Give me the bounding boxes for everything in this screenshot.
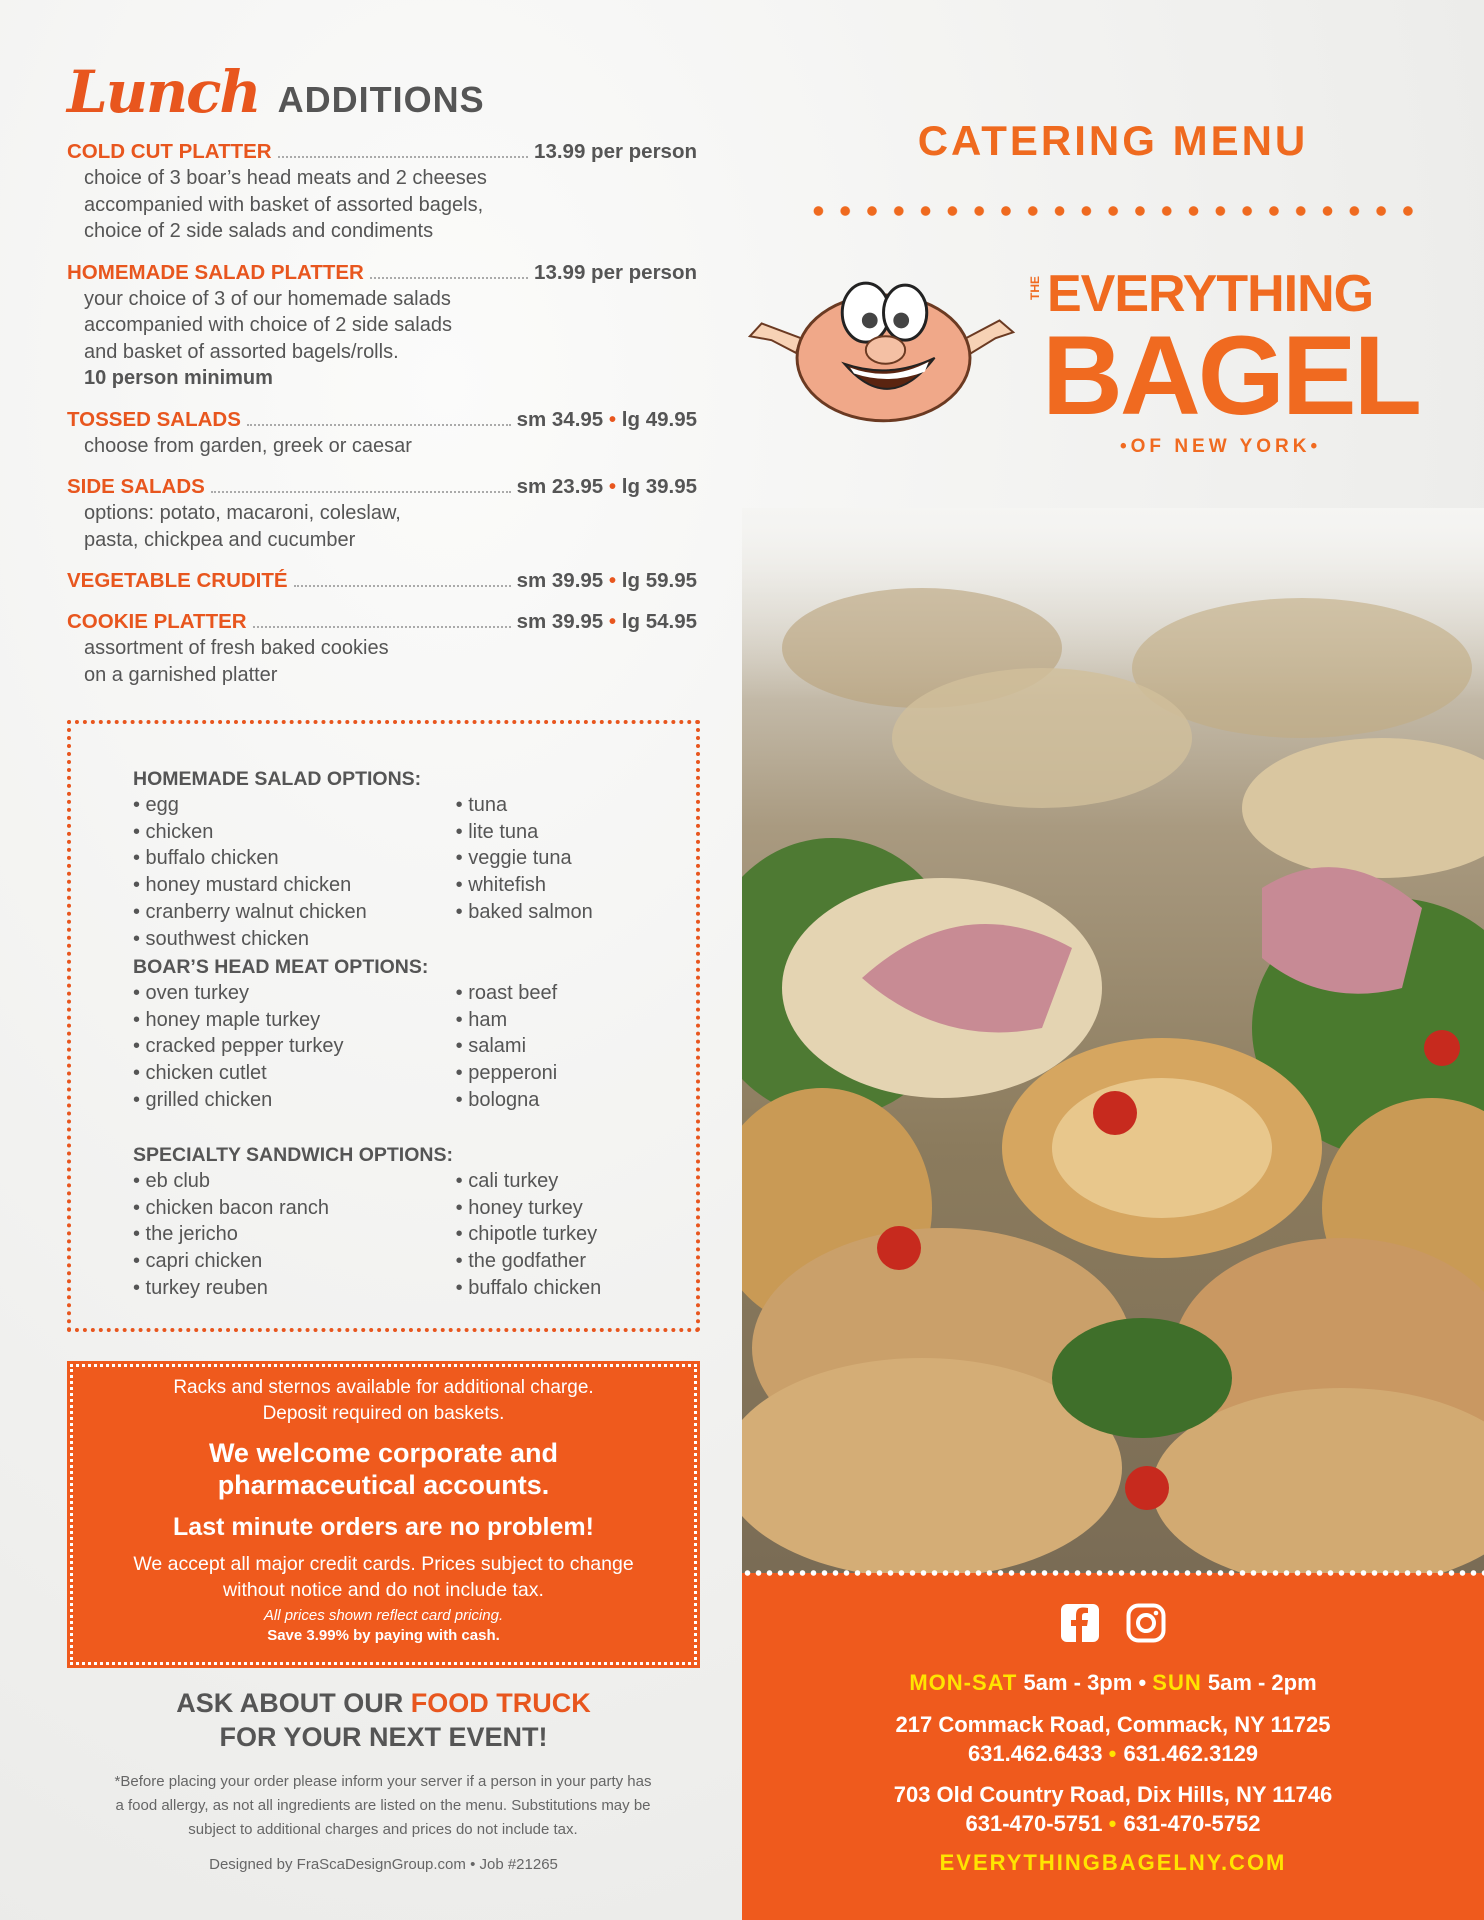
notice-racks: Racks and sternos available for additional charge. <box>173 1377 594 1398</box>
item-description-line: and basket of assorted bagels/rolls. <box>84 340 399 363</box>
option-item: • bologna <box>455 1088 540 1111</box>
option-item: • the jericho <box>133 1223 238 1246</box>
price-small: sm 23.95 <box>516 475 604 498</box>
phone-link[interactable]: 631.462.3129 <box>1123 1741 1259 1766</box>
option-item: • grilled chicken <box>133 1088 273 1111</box>
bagel-mascot-icon <box>742 268 1027 428</box>
truck-highlight: FOOD TRUCK <box>410 1688 591 1718</box>
price-small: sm 39.95 <box>516 610 604 633</box>
option-item: • cracked pepper turkey <box>133 1035 344 1058</box>
item-description-line: on a garnished platter <box>84 663 278 686</box>
logo-everything: EVERYTHING <box>1047 265 1374 323</box>
item-name: SIDE SALADS <box>67 475 205 498</box>
item-description-line: accompanied with basket of assorted bagels, <box>84 193 484 216</box>
address: 703 Old Country Road, Dix Hills, NY 11746 <box>893 1782 1333 1807</box>
designer-credit: Designed by FraScaDesignGroup.com • Job #21265 <box>209 1856 558 1873</box>
menu-item <box>67 406 697 460</box>
item-price <box>517 406 697 433</box>
title-additions: ADDITIONS <box>277 79 485 120</box>
price-large: lg 39.95 <box>621 475 697 498</box>
logo-of-new-york: •OF NEW YORK• <box>1120 436 1322 457</box>
separator: • <box>608 407 617 431</box>
dot-leader <box>278 156 528 158</box>
notice-deposit: Deposit required on baskets. <box>262 1403 505 1424</box>
notice-cards-2: without notice and do not include tax. <box>223 1579 544 1601</box>
option-item: • buffalo chicken <box>133 847 279 870</box>
menu-item <box>67 473 697 553</box>
truck-pre: ASK ABOUT OUR <box>176 1688 411 1718</box>
notice-cash: Save 3.99% by paying with cash. <box>267 1627 500 1644</box>
option-item: • veggie tuna <box>455 847 572 870</box>
item-note: 10 person minimum <box>84 367 273 389</box>
notice-box <box>67 1361 700 1668</box>
item-name: VEGETABLE CRUDITÉ <box>67 569 288 592</box>
price-large: lg 49.95 <box>621 407 697 431</box>
menu-item <box>67 608 697 688</box>
social-links <box>742 1603 1484 1643</box>
logo-bagel: BAGEL <box>1042 313 1419 438</box>
dotted-divider <box>805 205 1425 217</box>
allergy-footnote <box>60 1770 706 1842</box>
separator: • <box>608 475 617 498</box>
dot-leader <box>253 626 511 628</box>
instagram-icon[interactable] <box>1126 1603 1166 1643</box>
option-item: • buffalo chicken <box>455 1276 602 1299</box>
menu-items <box>67 138 697 702</box>
option-item: • pepperoni <box>455 1062 558 1085</box>
notice-last-minute: Last minute orders are no problem! <box>173 1513 594 1541</box>
facebook-icon[interactable] <box>1060 1603 1100 1643</box>
item-description-line: assortment of fresh baked cookies <box>84 637 389 659</box>
item-price <box>517 608 697 635</box>
page-title <box>67 58 485 126</box>
notice-welcome-1: We welcome corporate and <box>208 1438 559 1468</box>
item-name: COLD CUT PLATTER <box>67 140 272 163</box>
item-price: 13.99 per person <box>534 260 697 284</box>
option-item: • ham <box>455 1008 508 1031</box>
mon-sat-hours: 5am - 3pm <box>1023 1670 1133 1695</box>
option-item: • tuna <box>455 794 508 816</box>
option-item: • lite tuna <box>455 820 539 843</box>
option-item: • baked salmon <box>455 900 593 923</box>
truck-line2: FOR YOUR NEXT EVENT! <box>219 1722 548 1752</box>
location-commack <box>742 1710 1484 1768</box>
title-script: Lunch <box>67 58 260 126</box>
item-price <box>517 567 697 594</box>
notice-cards-1: We accept all major credit cards. Prices subject to change <box>133 1553 634 1575</box>
dot-leader <box>294 585 511 587</box>
footnote-line: a food allergy, as not all ingredients are listed on the menu. Substitutions may be <box>115 1797 651 1814</box>
phone-link[interactable]: 631.462.6433 <box>967 1741 1103 1766</box>
option-item: • oven turkey <box>133 982 249 1004</box>
hours <box>742 1670 1484 1696</box>
item-description-line: choice of 3 boar’s head meats and 2 cheeses <box>84 167 487 189</box>
mon-sat-label: MON-SAT <box>909 1670 1018 1695</box>
option-item: • chicken <box>133 820 214 843</box>
option-item: • honey turkey <box>455 1196 583 1219</box>
address: 217 Commack Road, Commack, NY 11725 <box>895 1712 1331 1737</box>
menu-item <box>67 259 697 392</box>
option-section <box>133 1142 653 1302</box>
contact-footer <box>742 1573 1484 1920</box>
option-item: • eb club <box>133 1170 211 1192</box>
footnote-line: subject to additional charges and prices do not include tax. <box>188 1821 578 1838</box>
option-item: • honey mustard chicken <box>133 874 352 897</box>
option-section <box>133 954 653 1114</box>
option-section <box>133 766 653 952</box>
logo-the: THE <box>1028 276 1042 300</box>
bagel-platter-photo <box>742 508 1484 1573</box>
footnote-line: *Before placing your order please inform your server if a person in your party has <box>114 1773 652 1790</box>
option-heading: HOMEMADE SALAD OPTIONS: <box>133 768 422 790</box>
dot-leader <box>211 491 511 493</box>
option-item: • the godfather <box>455 1250 587 1273</box>
item-description-line: pasta, chickpea and cucumber <box>84 528 356 551</box>
price-large: lg 59.95 <box>621 569 697 592</box>
phone-link[interactable]: 631-470-5751 <box>965 1811 1103 1836</box>
item-description-line: options: potato, macaroni, coleslaw, <box>84 502 401 524</box>
option-item: • egg <box>133 794 179 816</box>
price-small: sm 34.95 <box>516 407 604 431</box>
notice-card-pricing: All prices shown reflect card pricing. <box>263 1607 504 1624</box>
option-item: • chipotle turkey <box>455 1223 598 1246</box>
separator: • <box>1108 1741 1118 1766</box>
item-description-line: choice of 2 side salads and condiments <box>84 220 434 242</box>
option-item: • southwest chicken <box>133 927 309 950</box>
right-column <box>742 0 1484 1920</box>
phone-link[interactable]: 631-470-5752 <box>1123 1811 1261 1836</box>
separator: • <box>608 569 617 592</box>
option-item: • salami <box>455 1035 527 1058</box>
option-item: • roast beef <box>455 982 558 1004</box>
sun-hours: 5am - 2pm <box>1207 1670 1317 1695</box>
item-name: COOKIE PLATTER <box>67 610 247 633</box>
catering-menu-heading: CATERING MENU <box>917 117 1309 164</box>
option-item: • cali turkey <box>455 1170 559 1192</box>
option-item: • turkey reuben <box>133 1276 268 1299</box>
item-description-line: accompanied with choice of 2 side salads <box>84 314 452 336</box>
item-name: TOSSED SALADS <box>67 407 241 431</box>
item-price <box>517 473 697 500</box>
price-small: sm 39.95 <box>516 569 604 592</box>
separator: • <box>1138 1670 1147 1695</box>
item-description-line: choose from garden, greek or caesar <box>84 434 412 457</box>
option-item: • chicken bacon ranch <box>133 1196 330 1219</box>
website-link[interactable]: EVERYTHINGBAGELNY.COM <box>939 1850 1287 1875</box>
menu-item <box>67 138 697 245</box>
dot-leader <box>247 424 511 426</box>
option-item: • capri chicken <box>133 1250 263 1273</box>
item-description-line: your choice of 3 of our homemade salads <box>84 287 451 310</box>
food-truck-promo <box>67 1686 700 1754</box>
separator: • <box>608 610 617 633</box>
option-item: • chicken cutlet <box>133 1062 267 1085</box>
item-name: HOMEMADE SALAD PLATTER <box>67 260 364 284</box>
option-item: • whitefish <box>455 874 547 897</box>
dot-leader <box>370 277 528 279</box>
menu-item <box>67 567 697 594</box>
separator: • <box>1108 1811 1118 1836</box>
item-price: 13.99 per person <box>534 140 697 163</box>
option-item: • honey maple turkey <box>133 1008 321 1031</box>
price-large: lg 54.95 <box>621 610 697 633</box>
option-item: • cranberry walnut chicken <box>133 900 367 923</box>
notice-welcome-2: pharmaceutical accounts. <box>217 1470 550 1500</box>
options-box <box>67 720 700 1332</box>
sun-label: SUN <box>1152 1670 1202 1695</box>
option-heading: SPECIALTY SANDWICH OPTIONS: <box>133 1144 453 1166</box>
location-dix-hills <box>742 1780 1484 1838</box>
option-heading: BOAR’S HEAD MEAT OPTIONS: <box>133 956 429 978</box>
